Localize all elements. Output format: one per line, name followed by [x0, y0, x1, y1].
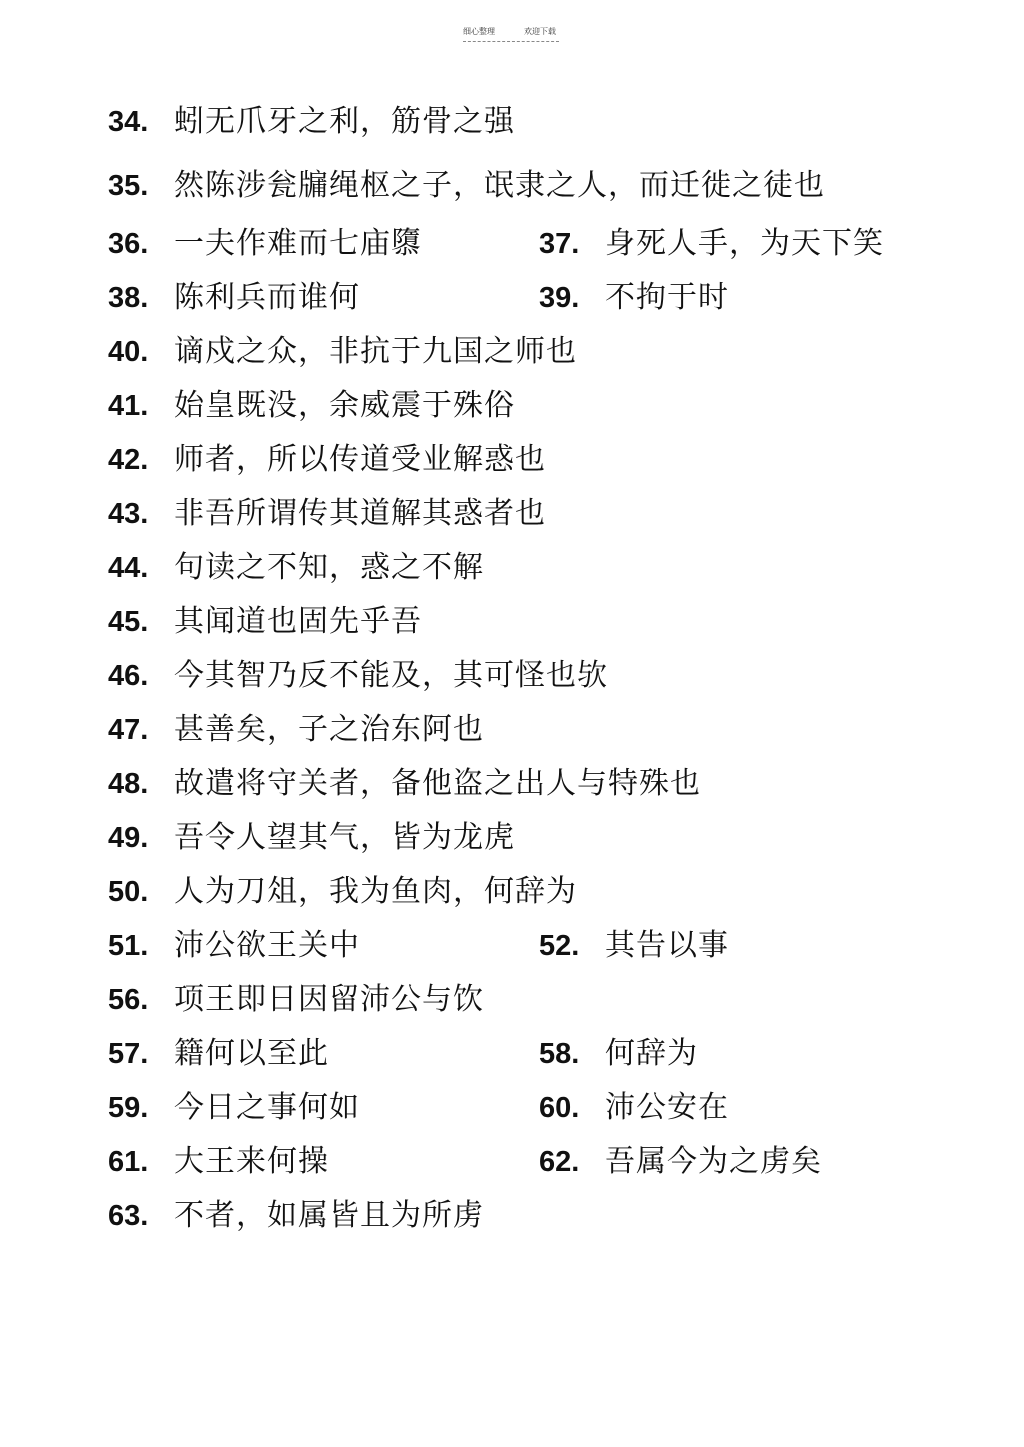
item-number: 40. [108, 336, 149, 368]
list-item [108, 217, 539, 271]
item-text: 今日之事何如 [174, 1090, 360, 1125]
sentence-list [108, 95, 928, 1243]
item-text: 然陈涉瓮牖绳枢之子，氓隶之人，而迁徙之徒也 [174, 168, 825, 203]
list-row [108, 973, 928, 1027]
item-number: 42. [108, 444, 149, 476]
list-item [108, 271, 539, 325]
list-item [108, 159, 878, 213]
list-row [108, 487, 928, 541]
item-text: 谪戍之众，非抗于九国之师也 [174, 334, 577, 369]
item-text: 陈利兵而谁何 [174, 280, 360, 315]
list-row [108, 919, 928, 973]
list-row [108, 1135, 928, 1189]
list-row [108, 703, 928, 757]
list-row [108, 217, 928, 271]
item-text: 句读之不知，惑之不解 [174, 550, 484, 585]
item-number: 36. [108, 228, 149, 260]
item-text: 吾属今为之虏矣 [605, 1144, 822, 1179]
list-item [108, 325, 898, 379]
item-text: 沛公欲王关中 [174, 928, 360, 963]
item-number: 43. [108, 498, 149, 530]
item-text: 吾令人望其气，皆为龙虎 [174, 820, 515, 855]
list-item [108, 1081, 539, 1135]
item-number: 61. [108, 1146, 149, 1178]
item-number: 41. [108, 390, 149, 422]
item-text: 非吾所谓传其道解其惑者也 [174, 496, 546, 531]
item-text: 籍何以至此 [174, 1036, 329, 1071]
list-row [108, 1189, 928, 1243]
item-text: 项王即日因留沛公与饮 [174, 982, 484, 1017]
list-item [108, 95, 898, 149]
item-number: 35. [108, 170, 149, 202]
list-item [539, 919, 729, 973]
item-number: 60. [539, 1092, 580, 1124]
item-text: 其告以事 [605, 928, 729, 963]
list-item [108, 703, 898, 757]
item-number: 46. [108, 660, 149, 692]
list-row [108, 325, 928, 379]
list-item [108, 757, 898, 811]
list-row [108, 865, 928, 919]
item-number: 51. [108, 930, 149, 962]
item-number: 56. [108, 984, 149, 1016]
item-number: 45. [108, 606, 149, 638]
item-number: 39. [539, 282, 580, 314]
item-text: 人为刀俎，我为鱼肉，何辞为 [174, 874, 577, 909]
item-text: 其闻道也固先乎吾 [174, 604, 422, 639]
list-item [539, 217, 884, 271]
list-row [108, 1027, 928, 1081]
item-number: 58. [539, 1038, 580, 1070]
list-item [539, 271, 729, 325]
list-item [108, 865, 898, 919]
list-row [108, 757, 928, 811]
item-number: 50. [108, 876, 149, 908]
item-number: 57. [108, 1038, 149, 1070]
list-row [108, 379, 928, 433]
list-item [108, 1027, 539, 1081]
list-item [108, 1135, 539, 1189]
item-number: 44. [108, 552, 149, 584]
item-text: 甚善矣，子之治东阿也 [174, 712, 484, 747]
item-number: 34. [108, 106, 149, 138]
list-item [108, 1189, 898, 1243]
item-number: 47. [108, 714, 149, 746]
item-number: 63. [108, 1200, 149, 1232]
list-row [108, 595, 928, 649]
list-item [539, 1081, 729, 1135]
list-item [108, 379, 898, 433]
list-item [108, 649, 898, 703]
list-row [108, 541, 928, 595]
item-text: 何辞为 [605, 1036, 698, 1071]
item-text: 不者，如属皆且为所虏 [174, 1198, 484, 1233]
list-item [108, 541, 898, 595]
item-text: 一夫作难而七庙隳 [174, 226, 422, 261]
list-row [108, 433, 928, 487]
list-row [108, 271, 928, 325]
header-right-text: 欢迎下载 [524, 27, 556, 36]
header-left-text: 细心整理 [463, 27, 495, 36]
item-text: 不拘于时 [605, 280, 729, 315]
list-row [108, 649, 928, 703]
item-number: 37. [539, 228, 580, 260]
item-text: 故遣将守关者，备他盗之出人与特殊也 [174, 766, 701, 801]
item-number: 59. [108, 1092, 149, 1124]
item-text: 沛公安在 [605, 1090, 729, 1125]
item-number: 62. [539, 1146, 580, 1178]
item-text: 蚓无爪牙之利，筋骨之强 [174, 104, 515, 139]
list-item [108, 973, 898, 1027]
list-row [108, 811, 928, 865]
list-item [108, 811, 898, 865]
list-row [108, 95, 928, 149]
item-text: 始皇既没，余威震于殊俗 [174, 388, 515, 423]
list-item [108, 595, 898, 649]
item-text: 身死人手，为天下笑 [605, 226, 884, 261]
item-number: 49. [108, 822, 149, 854]
item-number: 52. [539, 930, 580, 962]
item-number: 48. [108, 768, 149, 800]
list-item [108, 919, 539, 973]
list-row [108, 149, 928, 217]
list-item [108, 487, 898, 541]
list-row [108, 1081, 928, 1135]
item-number: 38. [108, 282, 149, 314]
page-header [463, 26, 559, 46]
list-item [108, 433, 898, 487]
item-text: 今其智乃反不能及，其可怪也欤 [174, 658, 608, 693]
list-item [539, 1135, 822, 1189]
header-divider [463, 41, 559, 42]
item-text: 大王来何操 [174, 1144, 329, 1179]
item-text: 师者，所以传道受业解惑也 [174, 442, 546, 477]
list-item [539, 1027, 698, 1081]
